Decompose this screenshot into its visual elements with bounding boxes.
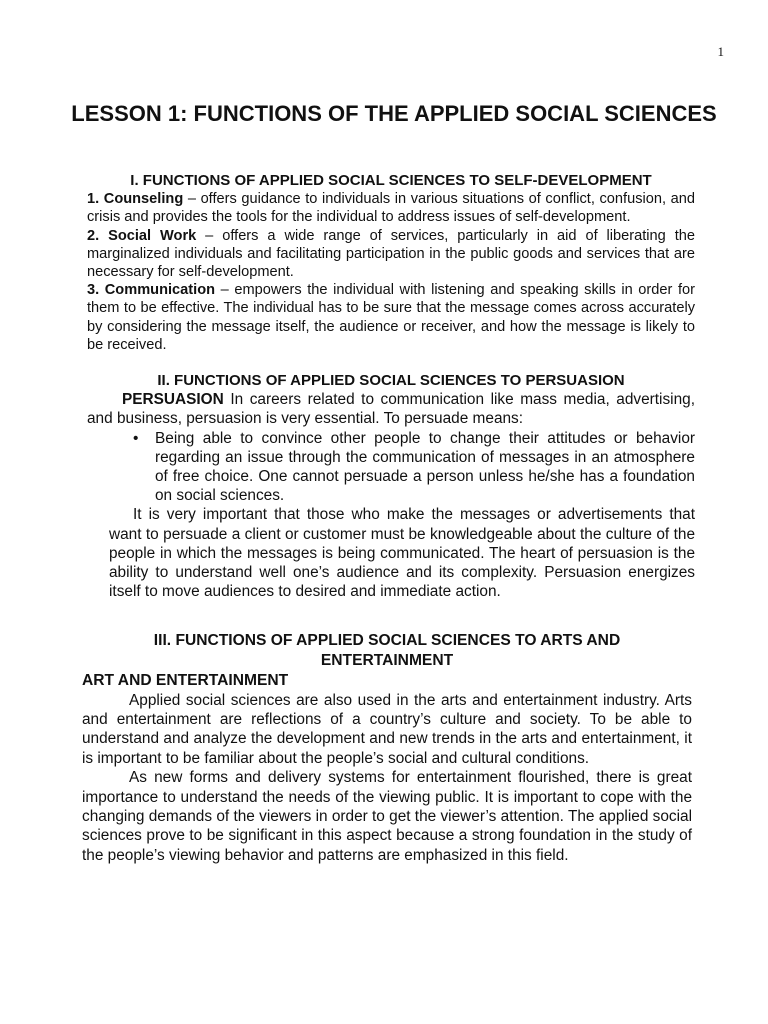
page-number: 1 — [717, 44, 724, 59]
intro-text: In careers related to communication like mass media, advertising, and business, persuasion is very essential. To persuade means: — [87, 391, 695, 428]
body-paragraph: It is very important that those who make the messages or advertisements that want to persuade a client or customer must be knowledgeable about the culture of the people in which the messages is being communicated. The heart of persuasion is the ability to understand well one’s audience and its complexity. Persuasion energizes itself to move audiences to desired and immediate action. — [109, 506, 695, 601]
item-text: – empowers the individual with listening and speaking skills in order for them to be effective. The individual has to be sure that the message comes across accurately by considering the message itself, the audience or receiver, and how the message is likely to be received. — [87, 282, 695, 353]
bullet-icon: • — [133, 429, 139, 447]
section-persuasion — [87, 372, 695, 601]
item-term: 3. Communication — [87, 282, 216, 299]
item-text: – offers guidance to individuals in various situations of conflict, confusion, and crisis and provides the tools for the individual to address issues of self-development. — [87, 191, 695, 226]
lesson-title: LESSON 1: FUNCTIONS OF THE APPLIED SOCIAL SCIENCES — [71, 101, 717, 126]
list-item — [133, 429, 695, 506]
body-paragraph: As new forms and delivery systems for entertainment flourished, there is great importance to understand the needs of the viewing public. It is important to cope with the changing demands of the viewers in order to get the viewer’s attention. The applied social sciences prove to be significant in this aspect because a strong foundation in the study of the people’s viewing behavior and patterns are emphasized in this field. — [82, 769, 693, 864]
bullet-list — [87, 429, 695, 506]
body-paragraph: Applied social sciences are also used in the arts and entertainment industry. Arts and entertainment are reflections of a country’s culture and society. To be able to understand and analyze the development and new trends in the arts and entertainment, it is important to be familiar about the people’s social and cultural conditions. — [82, 691, 692, 767]
list-item — [87, 190, 695, 226]
intro-term: PERSUASION — [122, 391, 224, 409]
section-heading: III. FUNCTIONS OF APPLIED SOCIAL SCIENCES TO ARTS AND ENTERTAINMENT — [153, 632, 621, 669]
section-heading: II. FUNCTIONS OF APPLIED SOCIAL SCIENCES TO PERSUASION — [157, 372, 625, 389]
section-self-development — [87, 172, 695, 354]
section-heading: I. FUNCTIONS OF APPLIED SOCIAL SCIENCES TO SELF-DEVELOPMENT — [130, 172, 652, 189]
subheading: ART AND ENTERTAINMENT — [82, 672, 289, 690]
section-arts-entertainment — [82, 631, 692, 865]
bullet-text: Being able to convince other people to change their attitudes or behavior regarding an issue through the communication of messages in an atmosphere of free choice. One cannot persuade a person unless he/she has a foundation on social sciences. — [155, 429, 695, 505]
list-item — [87, 227, 695, 282]
item-term: 1. Counseling — [87, 191, 184, 208]
item-text: – offers a wide range of services, particularly in aid of liberating the marginalized individuals and facilitating participation in the public goods and services that are necessary for self-development. — [87, 227, 695, 281]
list-item — [87, 281, 695, 354]
item-term: 2. Social Work — [87, 227, 197, 244]
intro-paragraph — [87, 390, 695, 428]
